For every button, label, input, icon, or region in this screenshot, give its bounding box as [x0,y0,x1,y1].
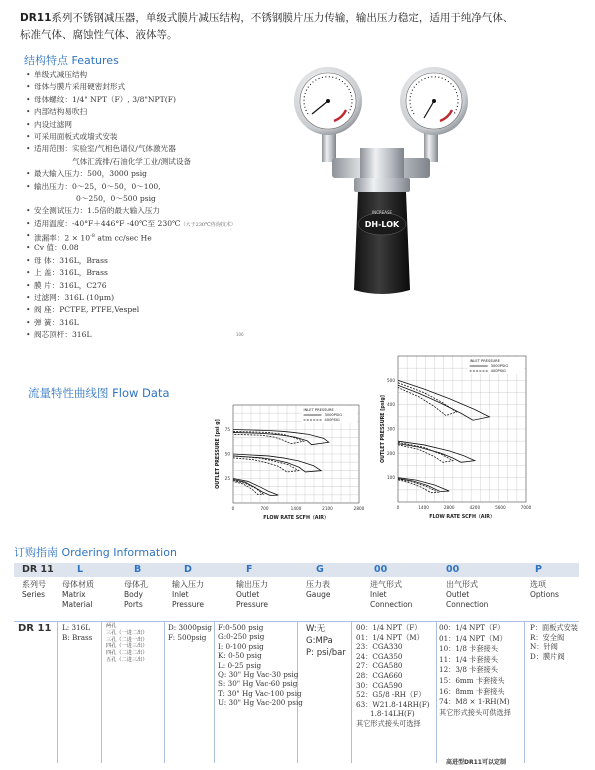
y-tick-label: 75 [224,427,230,432]
outlet-pressure-options [218,623,303,708]
code-ports: B [134,564,142,575]
material-options [62,623,92,642]
intro-line-1: 系列不锈钢减压器，单级式膜片减压结构，不锈钢膜片压力传输，输出压力稳定，适用于纯净气体、 [51,12,514,24]
flow-chart-low-pressure [207,395,367,527]
regulator-product-image [282,64,488,300]
option-item: T: 30" Hg Vac-100 psig [218,688,302,698]
feature-item: • 单级式减压结构 [26,69,356,81]
option-item: 四孔（二进二出） [106,650,148,657]
x-tick-label: 1400 [418,505,429,510]
option-item: 74：M8 × 1-RH(M) [439,697,510,707]
option-item: 三孔（一进二出） [106,629,148,636]
option-item: L: 316L [62,623,90,632]
y-tick-label: 25 [224,476,230,481]
flow-chart-high-pressure [370,350,530,527]
option-item: 00：1/4 NPT（F） [439,623,505,632]
ordering-heading: 订购指南 Ordering Information [14,546,177,559]
port-options [106,623,148,664]
x-tick-label: 0 [231,506,235,511]
option-item: 12：3/8 卡套接头 [439,665,498,675]
option-item: 27：CGA580 [356,661,403,671]
x-tick-label: 700 [260,506,269,511]
legend-entry: 400PSIG [490,369,506,373]
code-series: DR 11 [22,564,54,575]
gauge-options [306,623,346,659]
option-item: 10：1/8 卡套接头 [439,644,498,654]
option-item: S: 30" Hg Vac-60 psig [218,679,298,689]
option-item: K: 0-50 psig [218,651,262,661]
inlet-pressure-options [168,623,212,642]
feature-item-continued: 气体汇流排/石油化学工业/测试设备 [72,156,192,166]
right-gauge-icon [400,67,468,135]
adjustment-knob [354,192,410,294]
x-tick-label: 2100 [322,506,333,511]
option-item: B: Brass [62,632,93,642]
option-item: 其它形式接头可选择 [356,718,421,728]
option-item: F: 500psig [168,632,207,642]
inlet-connection-options [356,623,430,729]
feature-item-temperature: • 适用温度：-40°F＋446°F -40℃至 230℃（大于230℃咨询技术） [26,218,356,230]
feature-item: • 内设过滤网 [26,119,356,131]
option-item: 63：W21.8-14RH(F) [356,699,430,709]
feature-item: • 过滤网：316L (10μm) [26,292,356,304]
feature-item: • 膜 片：316L，C276 [26,280,356,292]
feature-item: • 弹 簧：316L [26,317,356,329]
y-tick-label: 50 [224,451,230,457]
flow-data-heading: 流量特性曲线图 Flow Data [28,386,170,400]
temperature-note: （大于230℃咨询技术） [180,221,236,228]
option-item: 1.8-14LH(F) [370,709,415,719]
label-material: 母体材质 Matrix Material [62,580,94,609]
feature-item: • 安全测试压力：1.5倍的最大输入压力 [26,205,356,217]
footer-note: 高进型DR11可以定制 [446,759,506,766]
x-tick-label: 7000 [520,505,532,510]
legend-entry: 3000PSIG [490,364,509,368]
option-item: W:无 [306,624,326,634]
option-item: 四孔（一进三出） [106,643,148,650]
x-tick-label: 2800 [353,506,365,511]
feature-item: • 内部结构易吹扫 [26,106,356,118]
feature-item: • 阀 座：PCTFE, PTFE,Vespel [26,304,356,316]
y-tick-label: 100 [387,475,395,481]
series-line [398,441,475,462]
y-tick-label: 400 [387,402,395,408]
label-outlet: 输出压力 Outlet Pressure [236,580,269,609]
series-line [233,480,263,494]
option-item: L: 0-25 psig [218,660,262,670]
code-band [14,563,579,577]
feature-item: • 阀芯顶杆：316L [26,329,356,341]
model-name: DR11 [20,12,52,24]
y-tick-label: 500 [387,377,395,383]
code-inlet-conn: 00 [374,564,388,575]
option-item: 24：CGA350 [356,651,403,661]
code-gauge: G [316,564,324,575]
svg-text:INCREASE: INCREASE [371,210,393,215]
label-inlet: 输入压力 Inlet Pressure [172,580,205,609]
option-item: 三孔（二进一出） [106,636,148,643]
feature-item: • 母体与膜片采用硬密封形式 [26,81,356,93]
option-item: 01：1/4 NPT（M） [356,632,424,642]
label-series: 系列号 Series [22,580,46,599]
intro-line-2: 标准气体、腐蚀性气体、液体等。 [20,29,178,41]
x-tick-label: 4200 [469,505,481,510]
feature-item: • 最大输入压力：500，3000 psig [26,168,356,180]
y-axis-label: OUTLET PRESSURE [psi g] [216,419,221,489]
option-item: 30：CGA590 [356,680,403,690]
option-item: F:0-500 psig [218,623,264,632]
code-outlet-conn: 00 [446,564,460,575]
feature-item-leak-rate: • 泄漏率：$2 \times 10^{-8}$ atm cc/sec He [26,230,356,242]
option-item: U: 30" Hg Vac-200 psig [218,698,303,708]
x-tick-label: 0 [396,505,400,510]
option-item: 52：G5/8 -RH（F） [356,690,426,700]
outlet-connection-options [439,623,511,718]
label-gauge: 压力表 Gauge [306,580,331,599]
code-options: P [535,564,542,575]
feature-item: • 可采用面板式或墙式安装 [26,131,356,143]
feature-item: • 输出压力：0～25，0～50，0～100, [26,181,356,193]
option-item: G:0-250 psig [218,632,265,642]
knob-brand: DH-LOK [364,220,400,229]
option-item: 28：CGA660 [356,670,403,680]
feature-item: • 母体螺纹：1/4" NPT（F）, 3/8"NPT(F) [26,94,356,106]
option-item: G:MPa [306,636,333,646]
code-outlet: F [246,564,253,575]
option-item: I: 0-100 psig [218,641,264,651]
option-item: 其它形式接头可供选择 [439,707,511,717]
option-item: P：面板式安装 [530,623,578,632]
feature-item: • 上 盖：316L，Brass [26,267,356,279]
y-axis-label: OUTLET PRESSURE [psig] [381,395,386,463]
code-material: L [77,564,84,575]
left-gauge-icon [294,67,362,135]
y-tick-label: 200 [387,450,395,456]
code-inlet: D [184,564,192,575]
legend-title: INLET PRESSURE [469,359,500,363]
label-ports: 母体孔 Body Ports [124,580,148,609]
option-item: Q: 30" Hg Vac-30 psig [218,670,299,680]
option-item: 16：8mm 卡套接头 [439,686,505,696]
feature-item: • Cv 值：0.08 [26,242,356,254]
x-tick-label: 2800 [443,505,455,510]
option-item: 两孔 [106,623,117,629]
option-item: N：针阀 [530,642,558,652]
intro-text [20,10,580,44]
features-heading: 结构特点 Features [24,54,119,67]
feature-item: • 适用范围：实验室/气相色谱仪/气体激光器 [26,143,356,155]
legend-title: INLET PRESSURE [303,408,334,412]
x-tick-label: 1400 [290,506,302,511]
option-item: 五孔（二进三出） [106,656,148,663]
legend-entry: 400PSIG [324,418,340,422]
x-axis-label: FLOW RATE SCFH（AIR） [429,515,495,520]
series-line [398,383,457,416]
legend-entry: 3000PSIG [324,413,343,417]
option-item: D: 3000psig [168,623,212,632]
option-item: D：膜片阀 [530,651,565,661]
y-tick-label: 300 [387,426,395,432]
option-item: 15：6mm 卡套接头 [439,675,505,685]
option-item: 00：1/4 NPT（F） [356,623,422,632]
x-axis-label: FLOW RATE SCFH（AIR） [263,516,329,521]
option-item: 01：1/4 NPT（M） [439,633,507,643]
series-line [398,478,449,492]
x-tick-label: 5600 [495,505,506,510]
option-item: R：安全阀 [530,632,565,642]
option-item: P: psi/bar [306,648,346,658]
feature-item: • 母 体：316L，Brass [26,255,356,267]
option-item: 23：CGA330 [356,642,403,652]
option-codes [530,623,578,661]
label-outlet-conn: 出气形式 Outlet Connection [446,580,489,609]
label-options: 选项 Options [530,580,559,599]
feature-item-continued: 0～250，0～500 psig [76,193,156,203]
series-model: DR 11 [18,623,52,634]
page-marker: 106 [236,332,244,337]
option-item: 11：1/4 卡套接头 [439,654,498,664]
label-inlet-conn: 进气形式 Inlet Connection [370,580,413,609]
